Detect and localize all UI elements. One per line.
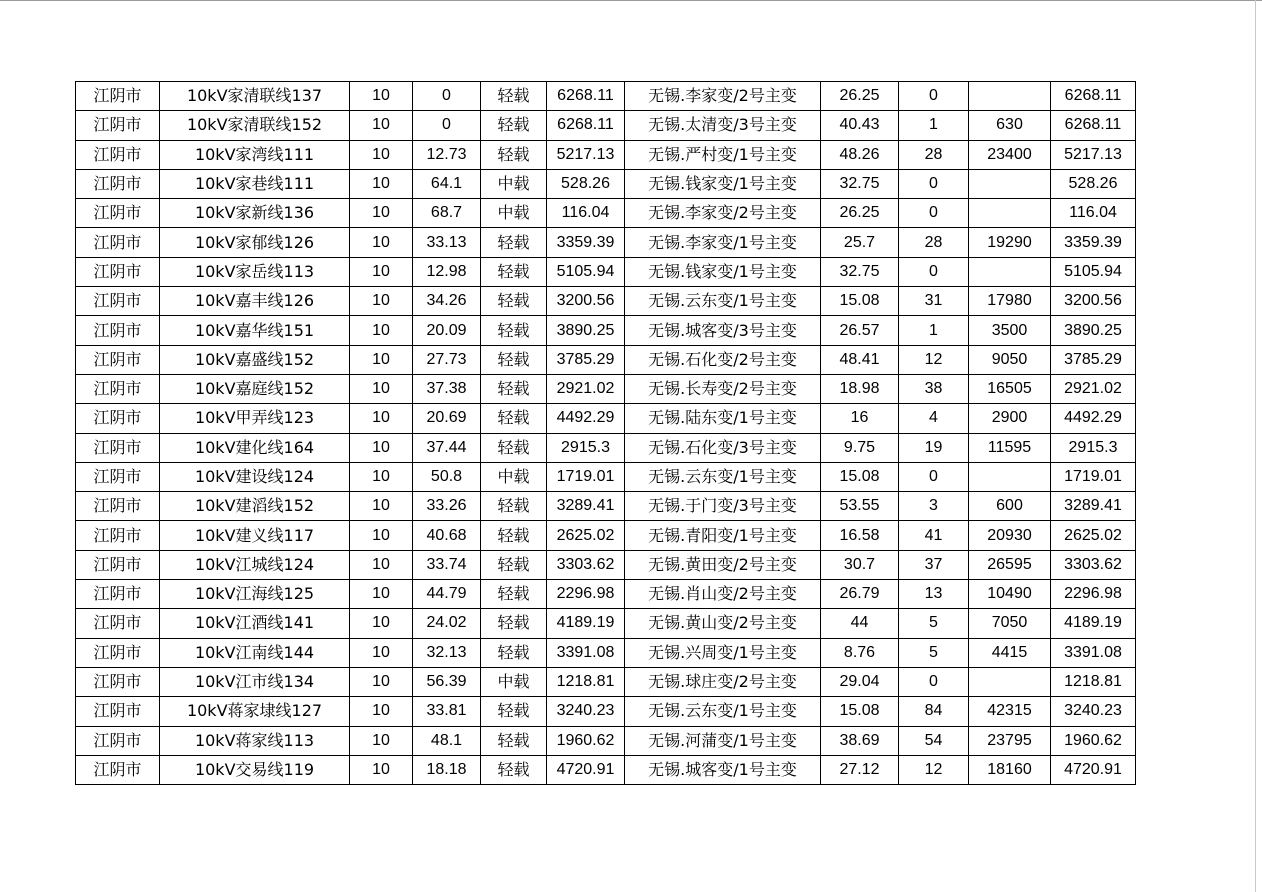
user-count-cell: 3 xyxy=(899,492,969,521)
page-top-border xyxy=(0,0,1262,1)
voltage-cell: 10 xyxy=(350,111,413,140)
available-capacity-cell: 2296.98 xyxy=(547,580,625,609)
open-capacity-cell: 3303.62 xyxy=(1051,550,1136,579)
available-capacity-cell: 5105.94 xyxy=(547,257,625,286)
city-cell: 江阴市 xyxy=(76,755,160,784)
city-cell: 江阴市 xyxy=(76,726,160,755)
substation-transformer-cell: 无锡.青阳变/1号主变 xyxy=(625,521,821,550)
available-capacity-cell: 1719.01 xyxy=(547,462,625,491)
substation-transformer-cell: 无锡.陆东变/1号主变 xyxy=(625,404,821,433)
load-rate-cell: 50.8 xyxy=(413,462,481,491)
table-row xyxy=(76,580,1136,609)
available-capacity-cell: 6268.11 xyxy=(547,111,625,140)
user-count-cell: 4 xyxy=(899,404,969,433)
load-rate-cell: 56.39 xyxy=(413,667,481,696)
load-status-cell: 轻载 xyxy=(481,697,547,726)
table-row xyxy=(76,316,1136,345)
open-capacity-cell: 3785.29 xyxy=(1051,345,1136,374)
feeder-name-cell: 10kV建设线124 xyxy=(160,462,350,491)
available-capacity-cell: 116.04 xyxy=(547,199,625,228)
load-status-cell: 中载 xyxy=(481,199,547,228)
available-capacity-cell: 3890.25 xyxy=(547,316,625,345)
voltage-cell: 10 xyxy=(350,492,413,521)
feeder-name-cell: 10kV家新线136 xyxy=(160,199,350,228)
user-count-cell: 0 xyxy=(899,462,969,491)
user-capacity-cell xyxy=(969,462,1051,491)
table-row xyxy=(76,521,1136,550)
feeder-name-cell: 10kV江市线134 xyxy=(160,667,350,696)
city-cell: 江阴市 xyxy=(76,492,160,521)
transformer-load-rate-cell: 38.69 xyxy=(821,726,899,755)
user-count-cell: 1 xyxy=(899,111,969,140)
table-row xyxy=(76,287,1136,316)
load-status-cell: 轻载 xyxy=(481,755,547,784)
user-capacity-cell: 23400 xyxy=(969,140,1051,169)
table-row xyxy=(76,404,1136,433)
user-count-cell: 31 xyxy=(899,287,969,316)
user-count-cell: 19 xyxy=(899,433,969,462)
table-row xyxy=(76,462,1136,491)
user-count-cell: 12 xyxy=(899,755,969,784)
load-rate-cell: 33.13 xyxy=(413,228,481,257)
city-cell: 江阴市 xyxy=(76,462,160,491)
available-capacity-cell: 3289.41 xyxy=(547,492,625,521)
load-rate-cell: 0 xyxy=(413,82,481,111)
voltage-cell: 10 xyxy=(350,257,413,286)
table-row xyxy=(76,228,1136,257)
available-capacity-cell: 5217.13 xyxy=(547,140,625,169)
city-cell: 江阴市 xyxy=(76,228,160,257)
user-count-cell: 41 xyxy=(899,521,969,550)
substation-transformer-cell: 无锡.于门变/3号主变 xyxy=(625,492,821,521)
feeder-name-cell: 10kV嘉丰线126 xyxy=(160,287,350,316)
user-capacity-cell: 4415 xyxy=(969,638,1051,667)
city-cell: 江阴市 xyxy=(76,697,160,726)
feeder-name-cell: 10kV江海线125 xyxy=(160,580,350,609)
user-capacity-cell: 17980 xyxy=(969,287,1051,316)
page-right-border xyxy=(1255,0,1256,892)
available-capacity-cell: 1218.81 xyxy=(547,667,625,696)
open-capacity-cell: 528.26 xyxy=(1051,169,1136,198)
transformer-load-rate-cell: 30.7 xyxy=(821,550,899,579)
user-capacity-cell: 16505 xyxy=(969,374,1051,403)
voltage-cell: 10 xyxy=(350,169,413,198)
open-capacity-cell: 3359.39 xyxy=(1051,228,1136,257)
transformer-load-rate-cell: 8.76 xyxy=(821,638,899,667)
user-capacity-cell: 20930 xyxy=(969,521,1051,550)
city-cell: 江阴市 xyxy=(76,111,160,140)
available-capacity-cell: 3359.39 xyxy=(547,228,625,257)
transformer-load-rate-cell: 15.08 xyxy=(821,462,899,491)
feeder-name-cell: 10kV家清联线137 xyxy=(160,82,350,111)
user-count-cell: 12 xyxy=(899,345,969,374)
feeder-name-cell: 10kV江南线144 xyxy=(160,638,350,667)
user-count-cell: 5 xyxy=(899,609,969,638)
table-row xyxy=(76,82,1136,111)
open-capacity-cell: 6268.11 xyxy=(1051,82,1136,111)
table-row xyxy=(76,667,1136,696)
table-row xyxy=(76,111,1136,140)
load-status-cell: 轻载 xyxy=(481,228,547,257)
available-capacity-cell: 3240.23 xyxy=(547,697,625,726)
load-status-cell: 轻载 xyxy=(481,433,547,462)
load-rate-cell: 24.02 xyxy=(413,609,481,638)
feeder-name-cell: 10kV家清联线152 xyxy=(160,111,350,140)
user-capacity-cell: 7050 xyxy=(969,609,1051,638)
feeder-name-cell: 10kV交易线119 xyxy=(160,755,350,784)
open-capacity-cell: 1719.01 xyxy=(1051,462,1136,491)
available-capacity-cell: 2625.02 xyxy=(547,521,625,550)
open-capacity-cell: 2625.02 xyxy=(1051,521,1136,550)
open-capacity-cell: 3890.25 xyxy=(1051,316,1136,345)
substation-transformer-cell: 无锡.严村变/1号主变 xyxy=(625,140,821,169)
available-capacity-cell: 1960.62 xyxy=(547,726,625,755)
user-count-cell: 28 xyxy=(899,140,969,169)
transformer-load-rate-cell: 26.57 xyxy=(821,316,899,345)
substation-transformer-cell: 无锡.云东变/1号主变 xyxy=(625,462,821,491)
voltage-cell: 10 xyxy=(350,697,413,726)
substation-transformer-cell: 无锡.李家变/2号主变 xyxy=(625,199,821,228)
load-rate-cell: 64.1 xyxy=(413,169,481,198)
city-cell: 江阴市 xyxy=(76,140,160,169)
table-row xyxy=(76,433,1136,462)
available-capacity-cell: 3391.08 xyxy=(547,638,625,667)
feeder-name-cell: 10kV家郁线126 xyxy=(160,228,350,257)
available-capacity-cell: 2915.3 xyxy=(547,433,625,462)
substation-transformer-cell: 无锡.黄山变/2号主变 xyxy=(625,609,821,638)
load-status-cell: 轻载 xyxy=(481,287,547,316)
transformer-load-rate-cell: 53.55 xyxy=(821,492,899,521)
load-status-cell: 轻载 xyxy=(481,638,547,667)
feeder-name-cell: 10kV蒋家埭线127 xyxy=(160,697,350,726)
load-status-cell: 中载 xyxy=(481,667,547,696)
load-rate-cell: 32.13 xyxy=(413,638,481,667)
load-rate-cell: 12.73 xyxy=(413,140,481,169)
load-status-cell: 轻载 xyxy=(481,609,547,638)
city-cell: 江阴市 xyxy=(76,550,160,579)
feeder-name-cell: 10kV嘉华线151 xyxy=(160,316,350,345)
feeder-name-cell: 10kV家巷线111 xyxy=(160,169,350,198)
load-rate-cell: 33.74 xyxy=(413,550,481,579)
voltage-cell: 10 xyxy=(350,580,413,609)
open-capacity-cell: 2921.02 xyxy=(1051,374,1136,403)
feeder-name-cell: 10kV家岳线113 xyxy=(160,257,350,286)
feeder-name-cell: 10kV建化线164 xyxy=(160,433,350,462)
voltage-cell: 10 xyxy=(350,521,413,550)
user-count-cell: 0 xyxy=(899,199,969,228)
voltage-cell: 10 xyxy=(350,609,413,638)
city-cell: 江阴市 xyxy=(76,521,160,550)
voltage-cell: 10 xyxy=(350,316,413,345)
open-capacity-cell: 1960.62 xyxy=(1051,726,1136,755)
transformer-load-rate-cell: 44 xyxy=(821,609,899,638)
transformer-load-rate-cell: 32.75 xyxy=(821,169,899,198)
substation-transformer-cell: 无锡.钱家变/1号主变 xyxy=(625,169,821,198)
city-cell: 江阴市 xyxy=(76,345,160,374)
load-rate-cell: 48.1 xyxy=(413,726,481,755)
table-row xyxy=(76,550,1136,579)
transformer-load-rate-cell: 9.75 xyxy=(821,433,899,462)
city-cell: 江阴市 xyxy=(76,609,160,638)
table-row xyxy=(76,755,1136,784)
voltage-cell: 10 xyxy=(350,345,413,374)
load-status-cell: 轻载 xyxy=(481,404,547,433)
city-cell: 江阴市 xyxy=(76,667,160,696)
feeder-name-cell: 10kV建义线117 xyxy=(160,521,350,550)
user-count-cell: 54 xyxy=(899,726,969,755)
open-capacity-cell: 2915.3 xyxy=(1051,433,1136,462)
user-capacity-cell: 9050 xyxy=(969,345,1051,374)
load-rate-cell: 37.38 xyxy=(413,374,481,403)
feeder-name-cell: 10kV江城线124 xyxy=(160,550,350,579)
user-capacity-cell: 23795 xyxy=(969,726,1051,755)
city-cell: 江阴市 xyxy=(76,580,160,609)
user-capacity-cell: 18160 xyxy=(969,755,1051,784)
user-count-cell: 0 xyxy=(899,257,969,286)
available-capacity-cell: 4189.19 xyxy=(547,609,625,638)
user-capacity-cell xyxy=(969,667,1051,696)
city-cell: 江阴市 xyxy=(76,404,160,433)
load-status-cell: 轻载 xyxy=(481,82,547,111)
open-capacity-cell: 3200.56 xyxy=(1051,287,1136,316)
user-capacity-cell xyxy=(969,169,1051,198)
table-body xyxy=(76,82,1136,785)
transformer-load-rate-cell: 16 xyxy=(821,404,899,433)
feeder-name-cell: 10kV家湾线111 xyxy=(160,140,350,169)
substation-transformer-cell: 无锡.李家变/1号主变 xyxy=(625,228,821,257)
load-status-cell: 轻载 xyxy=(481,111,547,140)
load-rate-cell: 20.09 xyxy=(413,316,481,345)
table-row xyxy=(76,726,1136,755)
substation-transformer-cell: 无锡.太清变/3号主变 xyxy=(625,111,821,140)
load-status-cell: 轻载 xyxy=(481,374,547,403)
transformer-load-rate-cell: 29.04 xyxy=(821,667,899,696)
substation-transformer-cell: 无锡.云东变/1号主变 xyxy=(625,697,821,726)
user-capacity-cell: 3500 xyxy=(969,316,1051,345)
load-status-cell: 中载 xyxy=(481,462,547,491)
table-row xyxy=(76,638,1136,667)
open-capacity-cell: 3391.08 xyxy=(1051,638,1136,667)
load-rate-cell: 37.44 xyxy=(413,433,481,462)
load-status-cell: 轻载 xyxy=(481,492,547,521)
feeder-name-cell: 10kV嘉盛线152 xyxy=(160,345,350,374)
load-status-cell: 轻载 xyxy=(481,550,547,579)
load-rate-cell: 18.18 xyxy=(413,755,481,784)
city-cell: 江阴市 xyxy=(76,169,160,198)
available-capacity-cell: 4720.91 xyxy=(547,755,625,784)
user-count-cell: 0 xyxy=(899,82,969,111)
user-capacity-cell: 600 xyxy=(969,492,1051,521)
available-capacity-cell: 3200.56 xyxy=(547,287,625,316)
transformer-load-rate-cell: 32.75 xyxy=(821,257,899,286)
user-count-cell: 84 xyxy=(899,697,969,726)
substation-transformer-cell: 无锡.黄田变/2号主变 xyxy=(625,550,821,579)
load-status-cell: 轻载 xyxy=(481,316,547,345)
voltage-cell: 10 xyxy=(350,433,413,462)
substation-transformer-cell: 无锡.城客变/3号主变 xyxy=(625,316,821,345)
table-row xyxy=(76,609,1136,638)
available-capacity-cell: 2921.02 xyxy=(547,374,625,403)
available-capacity-cell: 4492.29 xyxy=(547,404,625,433)
transformer-load-rate-cell: 15.08 xyxy=(821,697,899,726)
table-row xyxy=(76,257,1136,286)
table-row xyxy=(76,345,1136,374)
load-status-cell: 轻载 xyxy=(481,580,547,609)
table-row xyxy=(76,199,1136,228)
voltage-cell: 10 xyxy=(350,374,413,403)
open-capacity-cell: 116.04 xyxy=(1051,199,1136,228)
user-count-cell: 28 xyxy=(899,228,969,257)
available-capacity-cell: 6268.11 xyxy=(547,82,625,111)
transformer-load-rate-cell: 26.25 xyxy=(821,199,899,228)
substation-transformer-cell: 无锡.李家变/2号主变 xyxy=(625,82,821,111)
feeder-name-cell: 10kV甲弄线123 xyxy=(160,404,350,433)
user-capacity-cell: 42315 xyxy=(969,697,1051,726)
load-status-cell: 轻载 xyxy=(481,345,547,374)
open-capacity-cell: 6268.11 xyxy=(1051,111,1136,140)
open-capacity-cell: 5217.13 xyxy=(1051,140,1136,169)
user-capacity-cell: 11595 xyxy=(969,433,1051,462)
available-capacity-cell: 528.26 xyxy=(547,169,625,198)
voltage-cell: 10 xyxy=(350,462,413,491)
user-capacity-cell: 26595 xyxy=(969,550,1051,579)
table-row xyxy=(76,140,1136,169)
substation-transformer-cell: 无锡.云东变/1号主变 xyxy=(625,287,821,316)
transformer-load-rate-cell: 25.7 xyxy=(821,228,899,257)
voltage-cell: 10 xyxy=(350,404,413,433)
voltage-cell: 10 xyxy=(350,287,413,316)
city-cell: 江阴市 xyxy=(76,287,160,316)
transformer-load-rate-cell: 18.98 xyxy=(821,374,899,403)
substation-transformer-cell: 无锡.石化变/3号主变 xyxy=(625,433,821,462)
voltage-cell: 10 xyxy=(350,550,413,579)
user-capacity-cell: 10490 xyxy=(969,580,1051,609)
voltage-cell: 10 xyxy=(350,82,413,111)
feeder-name-cell: 10kV蒋家线113 xyxy=(160,726,350,755)
open-capacity-cell: 4492.29 xyxy=(1051,404,1136,433)
open-capacity-cell: 1218.81 xyxy=(1051,667,1136,696)
user-capacity-cell xyxy=(969,82,1051,111)
voltage-cell: 10 xyxy=(350,667,413,696)
load-rate-cell: 20.69 xyxy=(413,404,481,433)
load-rate-cell: 68.7 xyxy=(413,199,481,228)
table-row xyxy=(76,374,1136,403)
substation-transformer-cell: 无锡.球庄变/2号主变 xyxy=(625,667,821,696)
substation-transformer-cell: 无锡.城客变/1号主变 xyxy=(625,755,821,784)
substation-transformer-cell: 无锡.钱家变/1号主变 xyxy=(625,257,821,286)
voltage-cell: 10 xyxy=(350,228,413,257)
voltage-cell: 10 xyxy=(350,199,413,228)
user-capacity-cell: 630 xyxy=(969,111,1051,140)
load-rate-cell: 33.26 xyxy=(413,492,481,521)
feeder-name-cell: 10kV嘉庭线152 xyxy=(160,374,350,403)
open-capacity-cell: 3240.23 xyxy=(1051,697,1136,726)
available-capacity-cell: 3785.29 xyxy=(547,345,625,374)
load-status-cell: 轻载 xyxy=(481,521,547,550)
user-count-cell: 1 xyxy=(899,316,969,345)
city-cell: 江阴市 xyxy=(76,82,160,111)
load-status-cell: 轻载 xyxy=(481,257,547,286)
city-cell: 江阴市 xyxy=(76,374,160,403)
transformer-load-rate-cell: 26.79 xyxy=(821,580,899,609)
user-count-cell: 13 xyxy=(899,580,969,609)
voltage-cell: 10 xyxy=(350,755,413,784)
transformer-load-rate-cell: 16.58 xyxy=(821,521,899,550)
voltage-cell: 10 xyxy=(350,638,413,667)
transformer-load-rate-cell: 48.26 xyxy=(821,140,899,169)
city-cell: 江阴市 xyxy=(76,638,160,667)
city-cell: 江阴市 xyxy=(76,433,160,462)
city-cell: 江阴市 xyxy=(76,316,160,345)
voltage-cell: 10 xyxy=(350,726,413,755)
load-status-cell: 轻载 xyxy=(481,140,547,169)
transformer-load-rate-cell: 40.43 xyxy=(821,111,899,140)
open-capacity-cell: 4720.91 xyxy=(1051,755,1136,784)
table-row xyxy=(76,492,1136,521)
user-capacity-cell xyxy=(969,257,1051,286)
open-capacity-cell: 2296.98 xyxy=(1051,580,1136,609)
user-capacity-cell: 2900 xyxy=(969,404,1051,433)
load-status-cell: 轻载 xyxy=(481,726,547,755)
user-count-cell: 5 xyxy=(899,638,969,667)
transformer-load-rate-cell: 48.41 xyxy=(821,345,899,374)
city-cell: 江阴市 xyxy=(76,199,160,228)
user-count-cell: 37 xyxy=(899,550,969,579)
feeder-name-cell: 10kV江酒线141 xyxy=(160,609,350,638)
feeder-load-table xyxy=(75,81,1136,785)
open-capacity-cell: 3289.41 xyxy=(1051,492,1136,521)
user-capacity-cell: 19290 xyxy=(969,228,1051,257)
transformer-load-rate-cell: 15.08 xyxy=(821,287,899,316)
substation-transformer-cell: 无锡.兴周变/1号主变 xyxy=(625,638,821,667)
load-rate-cell: 44.79 xyxy=(413,580,481,609)
substation-transformer-cell: 无锡.石化变/2号主变 xyxy=(625,345,821,374)
table-row xyxy=(76,697,1136,726)
load-rate-cell: 12.98 xyxy=(413,257,481,286)
city-cell: 江阴市 xyxy=(76,257,160,286)
load-rate-cell: 0 xyxy=(413,111,481,140)
user-count-cell: 0 xyxy=(899,667,969,696)
open-capacity-cell: 5105.94 xyxy=(1051,257,1136,286)
substation-transformer-cell: 无锡.河蒲变/1号主变 xyxy=(625,726,821,755)
transformer-load-rate-cell: 27.12 xyxy=(821,755,899,784)
table-row xyxy=(76,169,1136,198)
open-capacity-cell: 4189.19 xyxy=(1051,609,1136,638)
available-capacity-cell: 3303.62 xyxy=(547,550,625,579)
load-rate-cell: 27.73 xyxy=(413,345,481,374)
transformer-load-rate-cell: 26.25 xyxy=(821,82,899,111)
load-status-cell: 中载 xyxy=(481,169,547,198)
substation-transformer-cell: 无锡.长寿变/2号主变 xyxy=(625,374,821,403)
load-rate-cell: 33.81 xyxy=(413,697,481,726)
user-count-cell: 38 xyxy=(899,374,969,403)
substation-transformer-cell: 无锡.肖山变/2号主变 xyxy=(625,580,821,609)
load-rate-cell: 40.68 xyxy=(413,521,481,550)
voltage-cell: 10 xyxy=(350,140,413,169)
user-capacity-cell xyxy=(969,199,1051,228)
load-rate-cell: 34.26 xyxy=(413,287,481,316)
feeder-name-cell: 10kV建滔线152 xyxy=(160,492,350,521)
user-count-cell: 0 xyxy=(899,169,969,198)
